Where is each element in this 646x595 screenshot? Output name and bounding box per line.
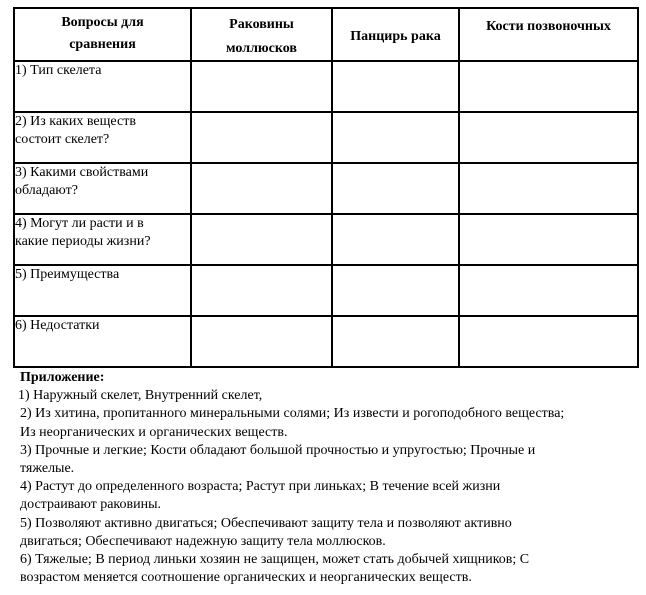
question-cell xyxy=(14,61,191,112)
table-body xyxy=(14,61,638,367)
table-row xyxy=(14,61,638,112)
answer-cell-vertebrate-bones[interactable] xyxy=(459,316,638,367)
question-cell xyxy=(14,265,191,316)
header-questions-line-2: сравнения xyxy=(69,37,136,52)
question-cell xyxy=(14,316,191,367)
answer-cell-mollusk-shells[interactable] xyxy=(191,316,332,367)
answer-cell-crayfish-shell[interactable] xyxy=(332,61,459,112)
header-vertebrate-bones-line-1: Кости позвоночных xyxy=(486,19,611,34)
answer-cell-crayfish-shell[interactable] xyxy=(332,316,459,367)
appendix-line: 3) Прочные и легкие; Кости обладают большой прочностью и упругостью; Прочные и xyxy=(20,442,536,458)
header-crayfish-shell-line-1: Панцирь рака xyxy=(350,29,441,44)
answer-cell-crayfish-shell[interactable] xyxy=(332,112,459,163)
answer-cell-crayfish-shell[interactable] xyxy=(332,265,459,316)
answer-cell-vertebrate-bones[interactable] xyxy=(459,214,638,265)
question-text-line: 3) Какими свойствами xyxy=(15,165,149,180)
appendix-line: 6) Тяжелые; В период линьки хозяин не защищен, может стать добычей хищников; С xyxy=(20,552,530,568)
question-text-line: обладают? xyxy=(15,183,78,198)
answer-cell-vertebrate-bones[interactable] xyxy=(459,112,638,163)
answer-cell-crayfish-shell[interactable] xyxy=(332,214,459,265)
appendix-line: 1) Наружный скелет, Внутренний скелет, xyxy=(18,388,263,404)
header-mollusk-shells-line-1: Раковины xyxy=(229,17,294,32)
header-mollusk-shells-line-2: моллюсков xyxy=(226,41,297,56)
appendix-line: 2) Из хитина, пропитанного минеральными солями; Из извести и рогоподобного вещества; xyxy=(20,406,565,422)
appendix-lines xyxy=(20,387,646,587)
table-row xyxy=(14,214,638,265)
header-mollusk-shells xyxy=(191,8,332,61)
appendix xyxy=(20,369,646,587)
appendix-line: Из неорганических и органических веществ. xyxy=(20,424,288,440)
comparison-table xyxy=(13,7,639,368)
question-text-line: 5) Преимущества xyxy=(15,267,120,282)
table-row xyxy=(14,163,638,214)
appendix-line: тяжелые. xyxy=(20,461,75,477)
header-row xyxy=(14,8,638,61)
appendix-title: Приложение: xyxy=(20,370,105,385)
answer-cell-mollusk-shells[interactable] xyxy=(191,265,332,316)
header-vertebrate-bones xyxy=(459,8,638,61)
table-row xyxy=(14,265,638,316)
appendix-line: 4) Растут до определенного возраста; Растут при линьках; В течение всей жизни xyxy=(20,479,501,495)
question-cell xyxy=(14,112,191,163)
answer-cell-mollusk-shells[interactable] xyxy=(191,163,332,214)
appendix-line: достраивают раковины. xyxy=(20,497,162,513)
table-row xyxy=(14,316,638,367)
question-cell xyxy=(14,163,191,214)
question-text-line: какие периоды жизни? xyxy=(15,234,151,249)
answer-cell-vertebrate-bones[interactable] xyxy=(459,163,638,214)
answer-cell-mollusk-shells[interactable] xyxy=(191,214,332,265)
question-text-line: 2) Из каких веществ xyxy=(15,114,136,129)
header-crayfish-shell xyxy=(332,8,459,61)
answer-cell-mollusk-shells[interactable] xyxy=(191,61,332,112)
appendix-line: 5) Позволяют активно двигаться; Обеспечивают защиту тела и позволяют активно xyxy=(20,515,512,531)
answer-cell-vertebrate-bones[interactable] xyxy=(459,61,638,112)
header-questions xyxy=(14,8,191,61)
appendix-line: двигаться; Обеспечивают надежную защиту тела моллюсков. xyxy=(20,533,386,549)
question-text-line: 4) Могут ли расти и в xyxy=(15,216,144,231)
header-questions-line-1: Вопросы для xyxy=(61,15,144,30)
answer-cell-mollusk-shells[interactable] xyxy=(191,112,332,163)
question-text-line: состоит скелет? xyxy=(15,132,110,147)
answer-cell-vertebrate-bones[interactable] xyxy=(459,265,638,316)
question-text-line: 6) Недостатки xyxy=(15,318,100,333)
question-cell xyxy=(14,214,191,265)
appendix-line: возрастом меняется соотношение органических и неорганических веществ. xyxy=(20,570,472,586)
table-row xyxy=(14,112,638,163)
question-text-line: 1) Тип скелета xyxy=(15,63,102,78)
answer-cell-crayfish-shell[interactable] xyxy=(332,163,459,214)
